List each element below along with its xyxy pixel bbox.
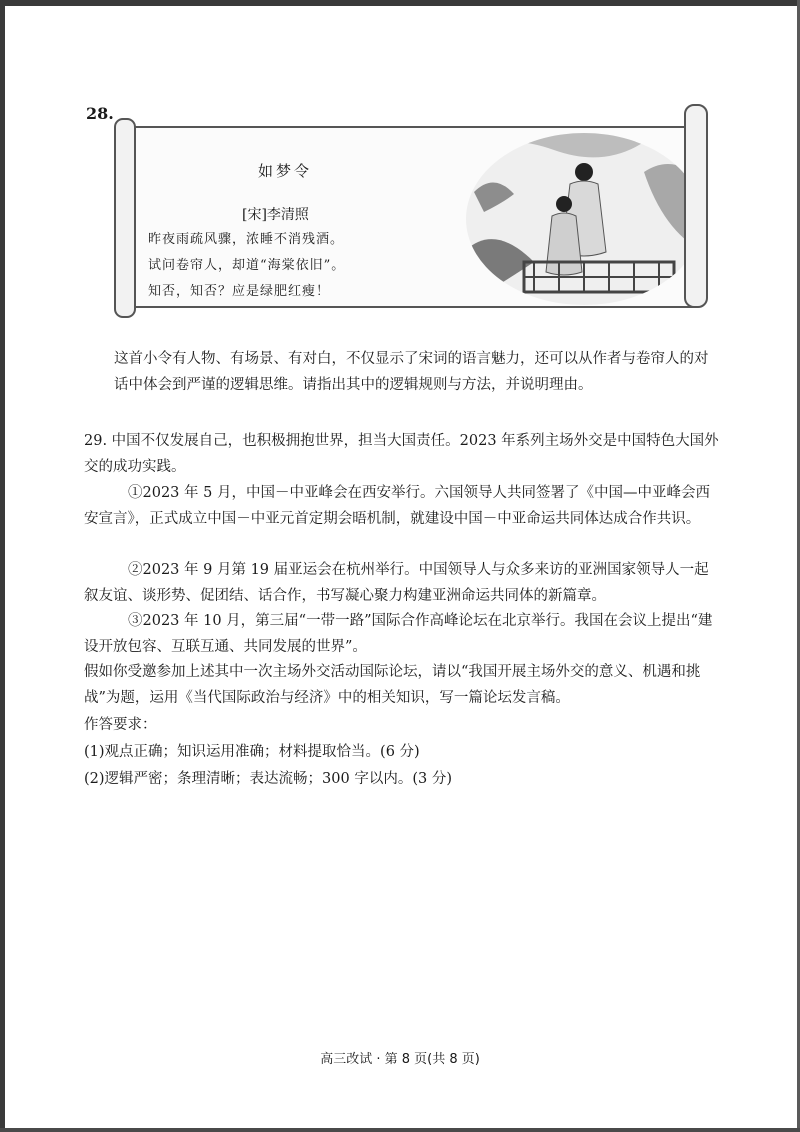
scroll-rod-left	[114, 118, 136, 318]
scan-border-top	[0, 0, 800, 6]
poem-title: 如梦令	[258, 162, 313, 180]
page-footer: 高三改试 · 第 8 页(共 8 页)	[320, 1052, 480, 1067]
poem-line: 试问卷帘人，却道“海棠依旧”。	[148, 258, 346, 273]
question-28-prompt: 这首小令有人物、有场景、有对白，不仅显示了宋词的语言魅力，还可以从作者与卷帘人的对话中体会到严谨的逻辑思维。请指出其中的逻辑规则与方法，并说明理由。	[114, 351, 709, 393]
material-item	[84, 557, 720, 609]
question-29-intro: 29. 中国不仅发展自己，也积极拥抱世界，担当大国责任。2023 年系列主场外交是中国特色大国外交的成功实践。	[84, 433, 719, 475]
requirement-item: (1)观点正确；知识运用准确；材料提取恰当。(6 分)	[84, 744, 420, 760]
scan-border-left	[0, 0, 5, 1132]
question-29-task: 假如你受邀参加上述其中一次主场外交活动国际论坛，请以“我国开展主场外交的意义、机遇和挑战”为题，运用《当代国际政治与经济》中的相关知识，写一篇论坛发言稿。	[84, 664, 701, 706]
poem-line: 昨夜雨疏风骤，浓睡不消残酒。	[148, 232, 345, 247]
material-item	[84, 480, 720, 532]
scan-border-bottom	[0, 1128, 800, 1132]
poem-scroll	[112, 118, 710, 314]
scroll-rod-right	[684, 104, 708, 308]
material-text: ②2023 年 9 月第 19 届亚运会在杭州举行。中国领导人与众多来访的亚洲国家领导人一起叙友谊、谈形势、促团结、话合作，书写凝心聚力构建亚洲命运共同体的新篇章。	[84, 562, 709, 604]
material-text: ①2023 年 5 月，中国－中亚峰会在西安举行。六国领导人共同签署了《中国—中亚峰会西安宣言》，正式成立中国－中亚元首定期会晤机制，就建设中国－中亚命运共同体达成合作共识。	[84, 485, 710, 527]
material-text: ③2023 年 10 月，第三届“一带一路”国际合作高峰论坛在北京举行。我国在会议上提出“建设开放包容、互联互通、共同发展的世界”。	[84, 613, 713, 655]
scroll-paper	[126, 126, 694, 308]
question-28-number: 28.	[86, 104, 114, 123]
poem-author: [宋]李清照	[242, 207, 309, 223]
requirements-heading: 作答要求：	[84, 717, 157, 733]
requirement-item: (2)逻辑严密；条理清晰；表达流畅；300 字以内。(3 分)	[84, 771, 452, 787]
material-item	[84, 608, 720, 660]
poem-illustration	[464, 132, 704, 306]
poem-line: 知否，知否？应是绿肥红瘦！	[148, 284, 331, 299]
